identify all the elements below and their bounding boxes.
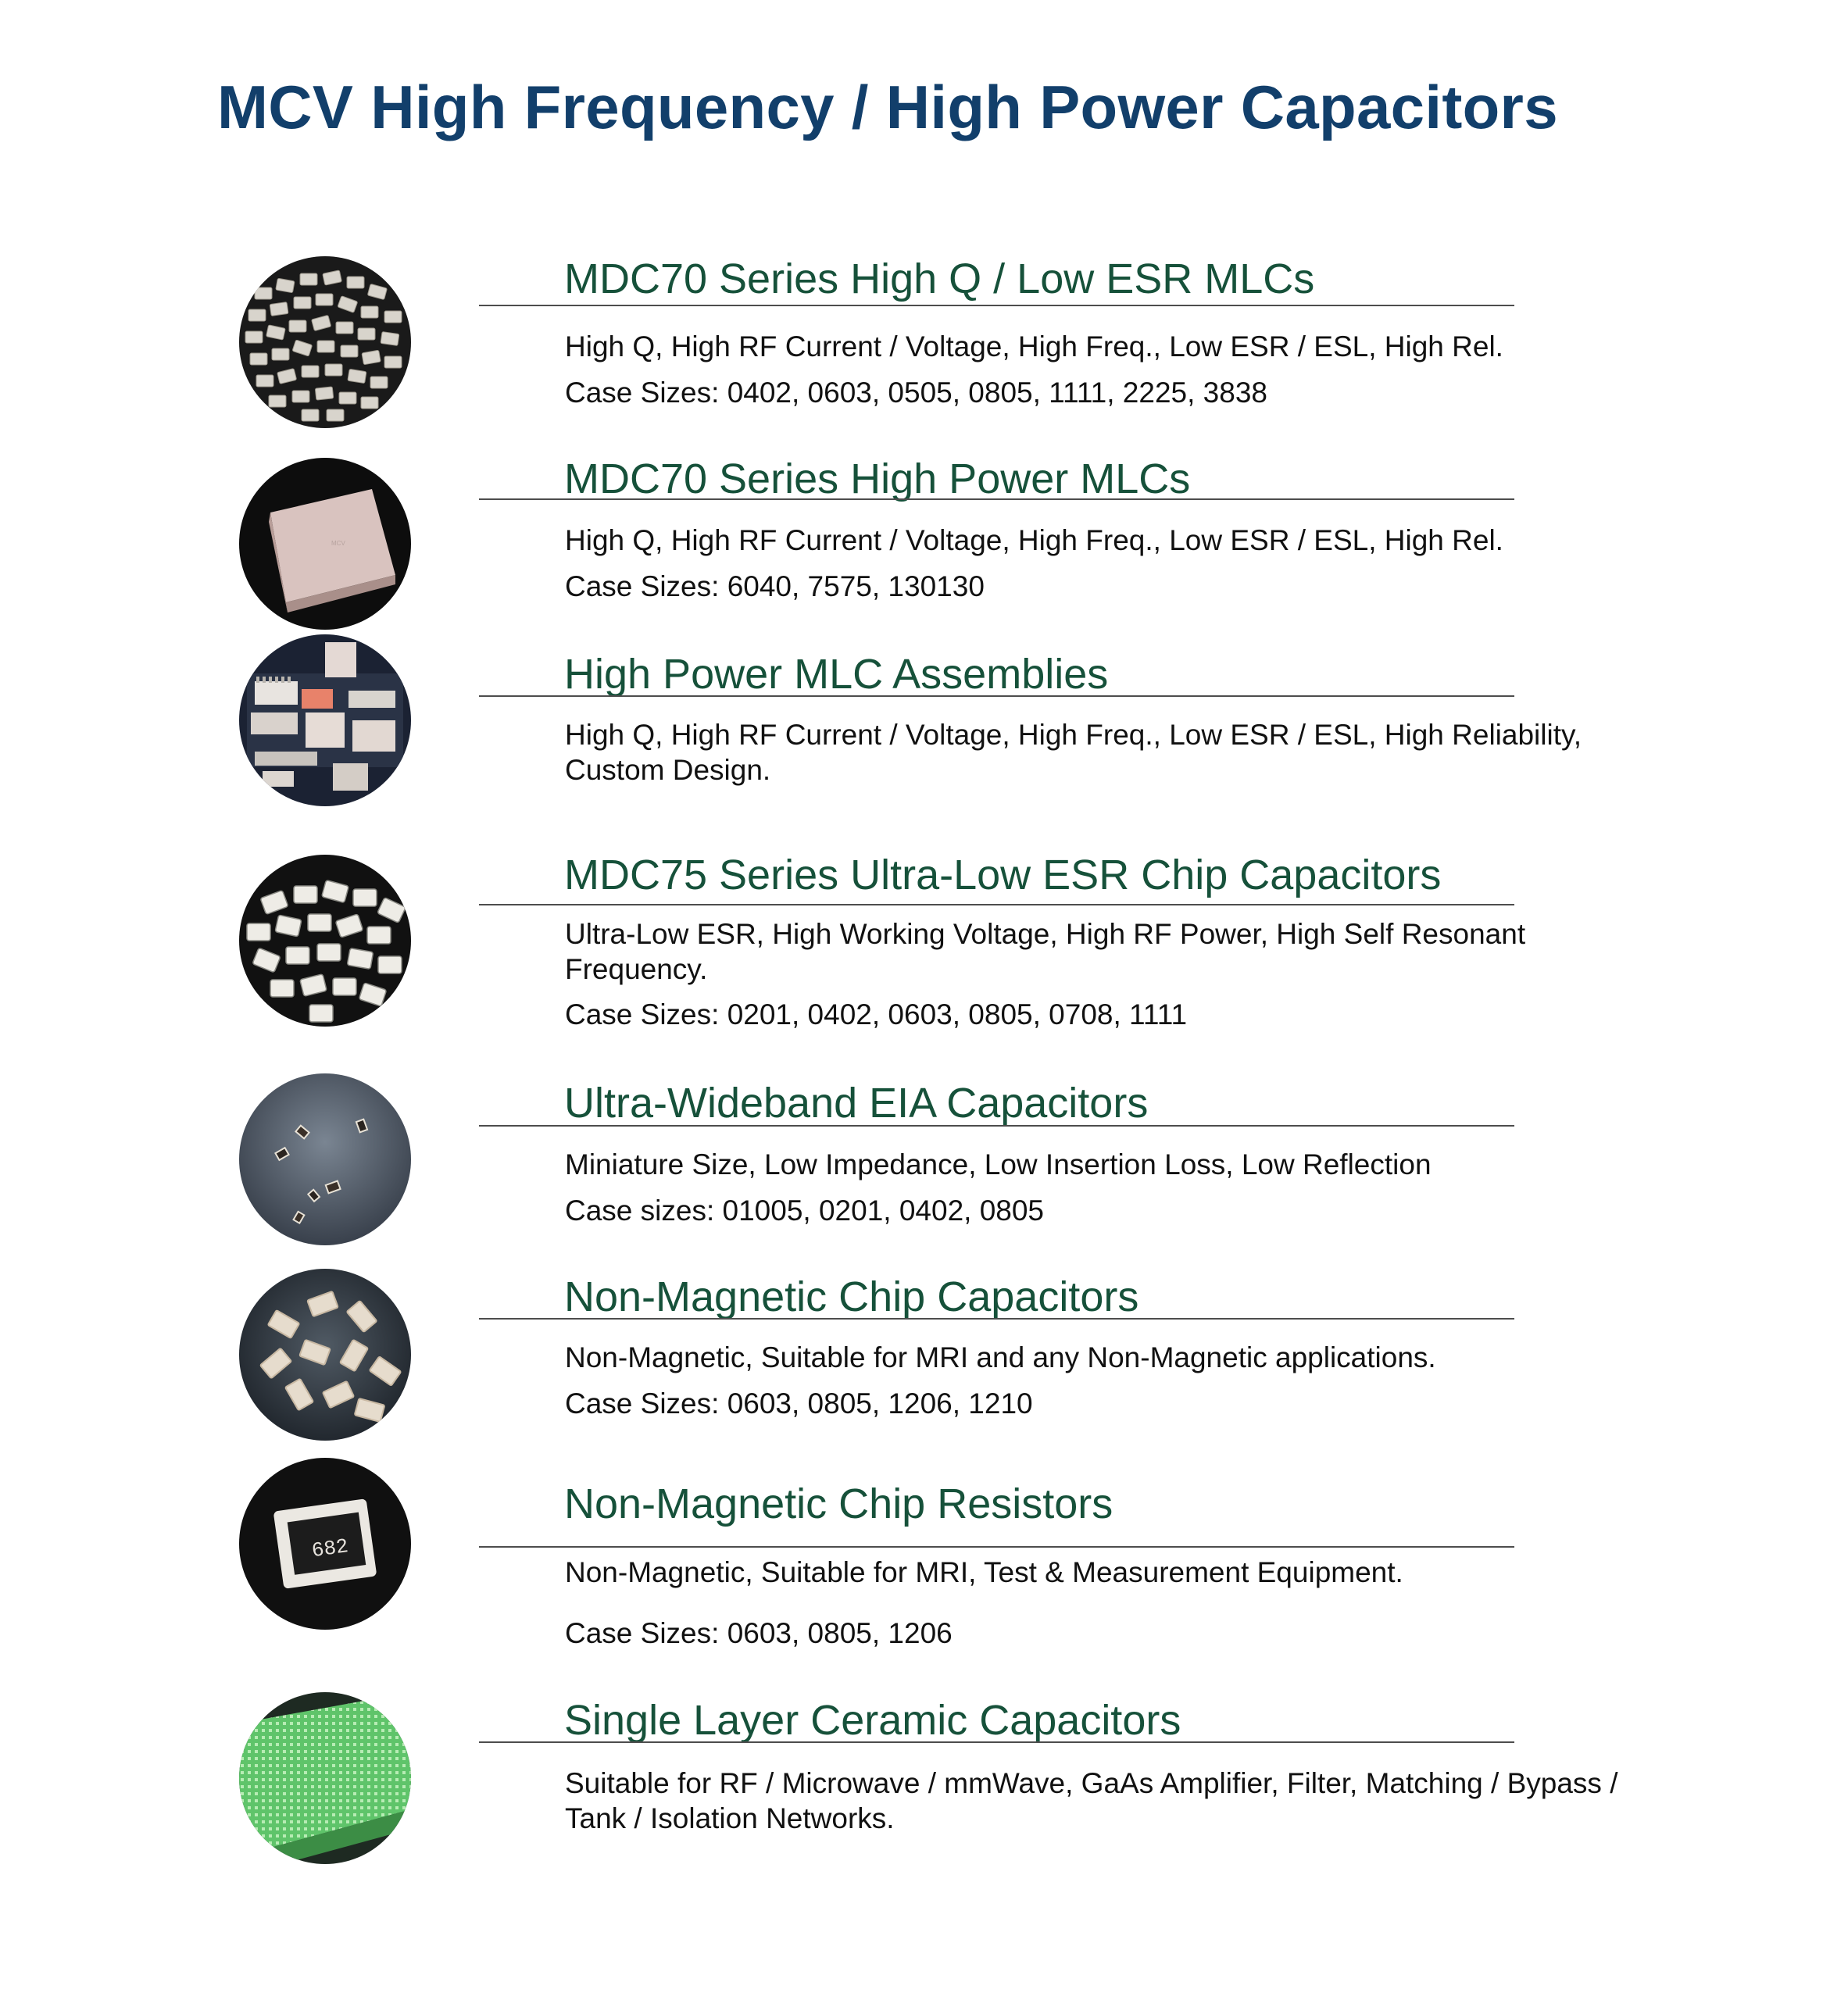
single-layer-capacitor-image — [239, 1692, 411, 1864]
product-case-sizes: Case Sizes: 6040, 7575, 130130 — [565, 570, 985, 602]
white-chip-capacitors-image — [239, 855, 411, 1027]
product-thumbnail — [239, 1269, 411, 1441]
resistor-marking: 682 — [310, 1534, 350, 1563]
product-thumbnail — [239, 1073, 411, 1245]
product-description: Suitable for RF / Microwave / mmWave, GaAs Amplifier, Filter, Matching / Bypass / Tank / Isolation Networks. — [565, 1767, 1618, 1834]
product-description: High Q, High RF Current / Voltage, High Freq., Low ESR / ESL, High Rel. — [565, 330, 1503, 362]
product-title: Ultra-Wideband EIA Capacitors — [564, 1080, 1149, 1127]
section-divider — [479, 305, 1514, 306]
product-case-sizes: Case Sizes: 0603, 0805, 1206 — [565, 1617, 953, 1649]
product-thumbnail — [239, 256, 411, 428]
product-thumbnail — [239, 458, 411, 630]
section-divider — [479, 1125, 1514, 1127]
product-thumbnail — [239, 1458, 411, 1630]
mlc-assemblies-image — [239, 634, 411, 806]
product-title: MDC70 Series High Q / Low ESR MLCs — [564, 255, 1315, 302]
non-magnetic-chip-capacitors-image — [239, 1269, 411, 1441]
product-description: High Q, High RF Current / Voltage, High Freq., Low ESR / ESL, High Rel. — [565, 524, 1503, 556]
page-title: MCV High Frequency / High Power Capacitors — [217, 73, 1558, 141]
high-power-mlc-image — [239, 458, 411, 630]
section-divider — [479, 498, 1514, 500]
product-title: MDC75 Series Ultra-Low ESR Chip Capacitors — [564, 852, 1442, 898]
product-case-sizes: Case Sizes: 0603, 0805, 1206, 1210 — [565, 1388, 1033, 1420]
product-title: Non-Magnetic Chip Resistors — [564, 1480, 1113, 1527]
product-title: Non-Magnetic Chip Capacitors — [564, 1273, 1139, 1320]
section-divider — [479, 695, 1514, 697]
section-divider — [479, 1546, 1514, 1548]
product-description: Non-Magnetic, Suitable for MRI, Test & Measurement Equipment. — [565, 1556, 1403, 1588]
svg-text:MCV: MCV — [331, 540, 345, 547]
product-description: Ultra-Low ESR, High Working Voltage, High RF Power, High Self Resonant Frequency. — [565, 918, 1526, 985]
product-description: High Q, High RF Current / Voltage, High Freq., Low ESR / ESL, High Reliability, Custom Design. — [565, 719, 1582, 786]
product-thumbnail — [239, 634, 411, 806]
product-thumbnail — [239, 1692, 411, 1864]
product-title: Single Layer Ceramic Capacitors — [564, 1697, 1181, 1744]
product-description: Non-Magnetic, Suitable for MRI and any Non-Magnetic applications. — [565, 1341, 1436, 1373]
product-thumbnail — [239, 855, 411, 1027]
section-divider — [479, 1318, 1514, 1320]
product-title: High Power MLC Assemblies — [564, 651, 1109, 698]
product-title: MDC70 Series High Power MLCs — [564, 455, 1191, 502]
tiny-chips-image — [239, 1073, 411, 1245]
product-case-sizes: Case Sizes: 0402, 0603, 0505, 0805, 1111, 2225, 3838 — [565, 377, 1267, 409]
section-divider — [479, 1741, 1514, 1743]
chip-capacitors-pile-image — [239, 256, 411, 428]
section-divider — [479, 904, 1514, 905]
chip-resistor-image — [239, 1458, 411, 1630]
product-case-sizes: Case sizes: 01005, 0201, 0402, 0805 — [565, 1195, 1045, 1227]
product-description: Miniature Size, Low Impedance, Low Insertion Loss, Low Reflection — [565, 1148, 1432, 1180]
product-case-sizes: Case Sizes: 0201, 0402, 0603, 0805, 0708, 1111 — [565, 998, 1188, 1030]
